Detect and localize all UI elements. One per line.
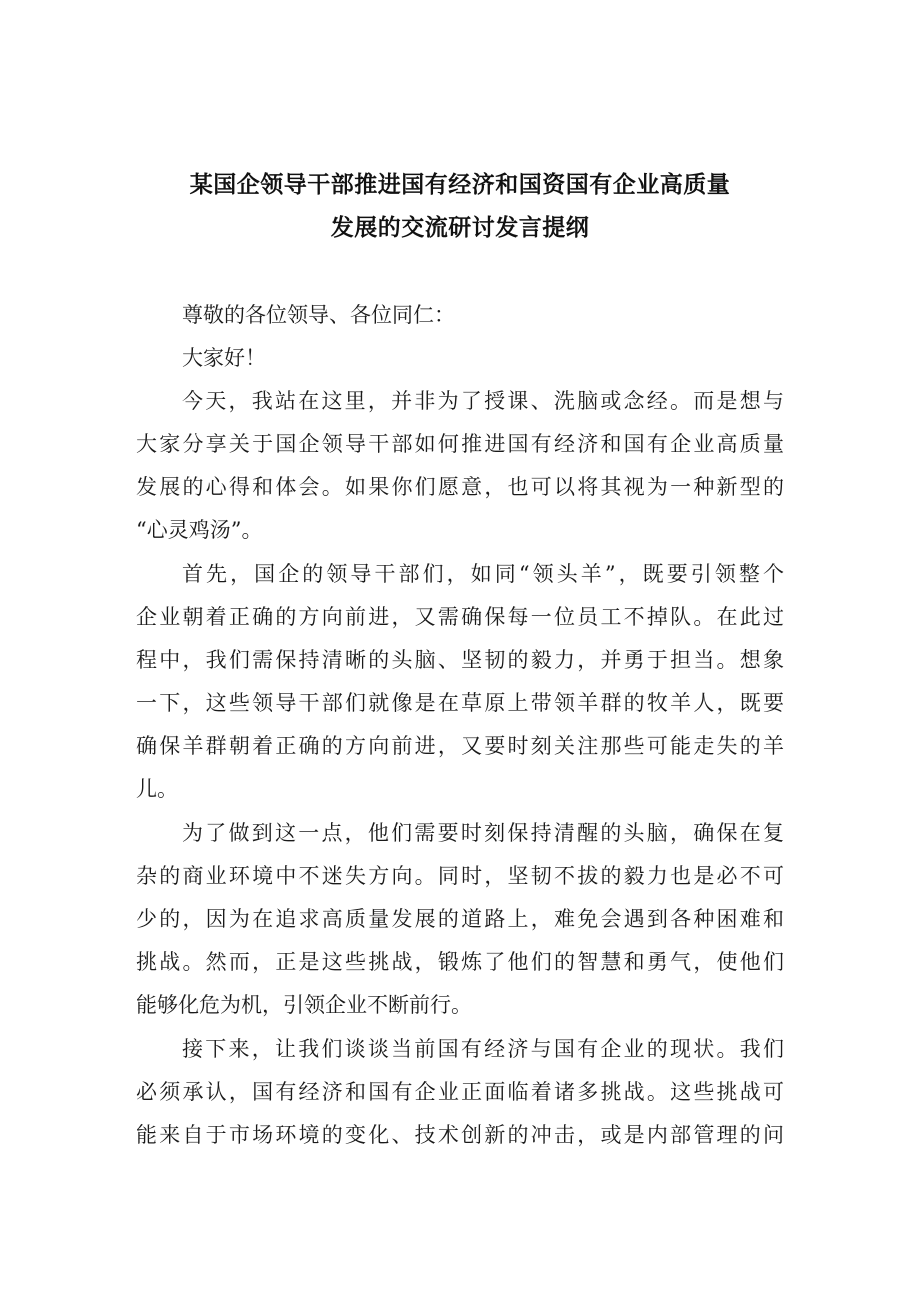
- paragraph-1-line-1: 今天，我站在这里，并非为了授课、洗脑或念经。而是想与: [182, 389, 784, 413]
- paragraph-1-line-3: 发展的心得和体会。如果你们愿意，也可以将其视为一种新型的: [136, 475, 784, 499]
- paragraph-3-line-1: 为了做到这一点，他们需要时刻保持清醒的头脑，确保在复: [182, 821, 784, 845]
- paragraph-3-line-2: 杂的商业环境中不迷失方向。同时，坚韧不拔的毅力也是必不可: [136, 864, 784, 888]
- document-title-line-2: 发展的交流研讨发言提纲: [330, 215, 590, 241]
- paragraph-3-line-4: 挑战。然而，正是这些挑战，锻炼了他们的智慧和勇气，使他们: [136, 950, 784, 974]
- paragraph-4-line-1: 接下来，让我们谈谈当前国有经济与国有企业的现状。我们: [182, 1037, 784, 1061]
- paragraph-2-line-3: 程中，我们需保持清晰的头脑、坚韧的毅力，并勇于担当。想象: [136, 648, 784, 672]
- paragraph-2-line-2: 企业朝着正确的方向前进，又需确保每一位员工不掉队。在此过: [136, 605, 784, 629]
- salutation: 尊敬的各位领导、各位同仁：: [182, 303, 455, 327]
- paragraph-4-line-3: 能来自于市场环境的变化、技术创新的冲击，或是内部管理的问: [136, 1123, 784, 1147]
- paragraph-2-line-1: 首先，国企的领导干部们，如同“领头羊”，既要引领整个: [182, 562, 784, 586]
- paragraph-2-line-6: 儿。: [136, 777, 178, 801]
- paragraph-4-line-2: 必须承认，国有经济和国有企业正面临着诸多挑战。这些挑战可: [136, 1080, 784, 1104]
- paragraph-3-line-3: 少的，因为在追求高质量发展的道路上，难免会遇到各种困难和: [136, 907, 784, 931]
- document-title-line-1: 某国企领导干部推进国有经济和国资国有企业高质量: [189, 172, 731, 198]
- paragraph-2-line-5: 确保羊群朝着正确的方向前进，又要时刻关注那些可能走失的羊: [136, 734, 784, 758]
- paragraph-1-line-4: “心灵鸡汤”。: [136, 518, 263, 542]
- greeting: 大家好！: [182, 346, 266, 370]
- paragraph-2-line-4: 一下，这些领导干部们就像是在草原上带领羊群的牧羊人，既要: [136, 691, 784, 715]
- paragraph-3-line-5: 能够化危为机，引领企业不断前行。: [136, 993, 472, 1017]
- paragraph-1-line-2: 大家分享关于国企领导干部如何推进国有经济和国有企业高质量: [136, 432, 784, 456]
